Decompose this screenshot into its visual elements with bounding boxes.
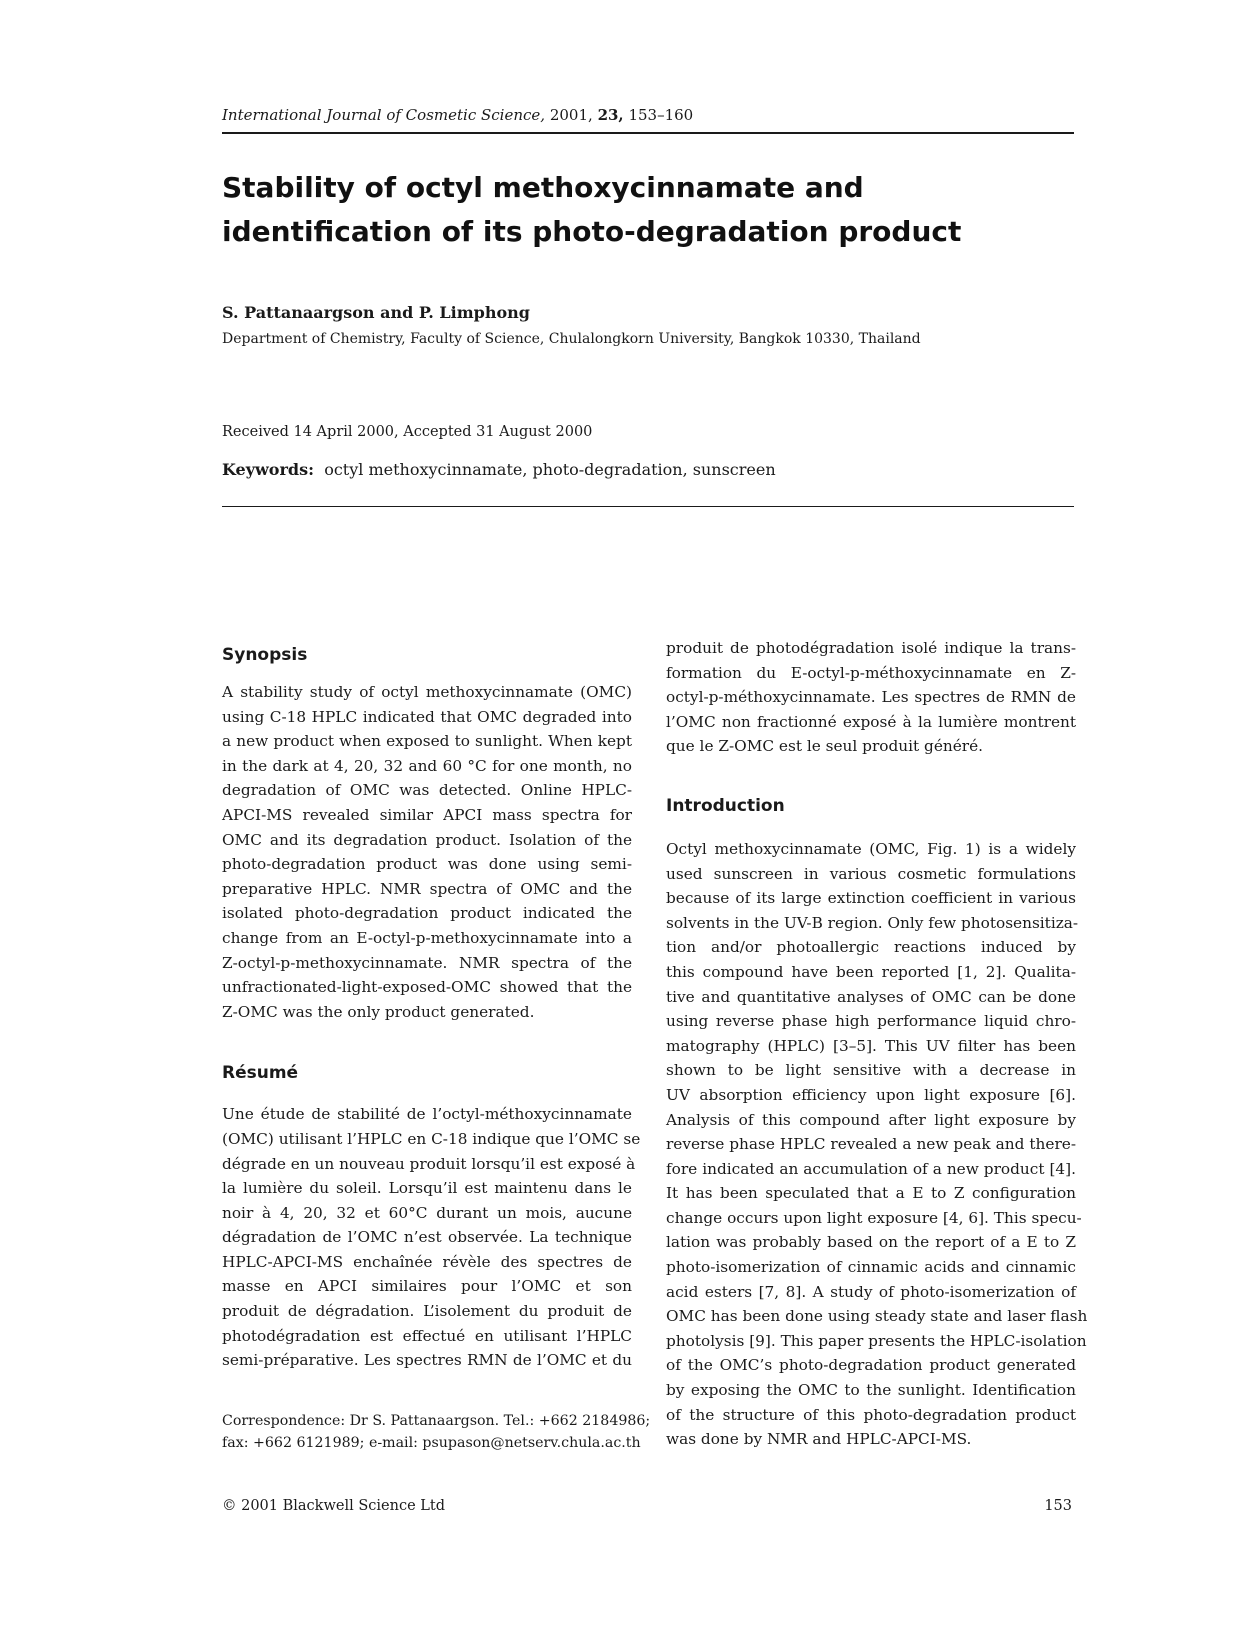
text-line: HPLC-APCI-MS enchaînée révèle des spectres de bbox=[222, 1252, 632, 1271]
text-line: unfractionated-light-exposed-OMC showed that the bbox=[222, 978, 632, 997]
text-line: UV absorption efficiency upon light exposure [6]. bbox=[666, 1085, 1076, 1104]
text-line: lation was probably based on the report of a E to Z bbox=[666, 1233, 1076, 1252]
synopsis-text bbox=[222, 680, 632, 1024]
text-line: It has been speculated that a E to Z configuration bbox=[666, 1184, 1076, 1203]
text-line: OMC has been done using steady state and laser flash bbox=[666, 1307, 1088, 1326]
text-line: tive and quantitative analyses of OMC can be done bbox=[666, 987, 1076, 1006]
text-line: using C-18 HPLC indicated that OMC degraded into bbox=[222, 707, 632, 726]
journal-pages: 153–160 bbox=[628, 106, 694, 124]
text-line: OMC and its degradation product. Isolation of the bbox=[222, 830, 632, 849]
text-line: change from an E-octyl-p-methoxycinnamate into a bbox=[222, 928, 632, 947]
text-line: (OMC) utilisant l’HPLC en C-18 indique que l’OMC se bbox=[222, 1129, 641, 1148]
text-line: produit de dégradation. L’isolement du produit de bbox=[222, 1302, 632, 1321]
text-line: by exposing the OMC to the sunlight. Identification bbox=[666, 1381, 1076, 1400]
introduction-text bbox=[666, 837, 1088, 1452]
text-line: photo-degradation product was done using semi- bbox=[222, 855, 632, 874]
text-line: Z-octyl-p-methoxycinnamate. NMR spectra of the bbox=[222, 953, 632, 972]
text-line: fore indicated an accumulation of a new product [4]. bbox=[666, 1159, 1076, 1178]
keywords-label: Keywords: bbox=[222, 460, 315, 479]
correspondence bbox=[222, 1410, 651, 1454]
title-line-1: Stability of octyl methoxycinnamate and bbox=[222, 171, 864, 204]
text-line: this compound have been reported [1, 2]. Qualita- bbox=[666, 962, 1076, 981]
text-line: l’OMC non fractionné exposé à la lumière montrent bbox=[666, 712, 1076, 731]
received-dates: Received 14 April 2000, Accepted 31 August 2000 bbox=[222, 424, 593, 440]
left-column bbox=[222, 640, 641, 1373]
page-number: 153 bbox=[1044, 1498, 1072, 1514]
text-line: que le Z-OMC est le seul produit généré. bbox=[666, 737, 983, 756]
synopsis-heading: Synopsis bbox=[222, 645, 308, 665]
text-line: photodégradation est effectué en utilisant l’HPLC bbox=[222, 1326, 632, 1345]
title-line-2: identification of its photo-degradation product bbox=[222, 215, 962, 248]
authors: S. Pattanaargson and P. Limphong bbox=[222, 303, 530, 322]
resume-text bbox=[222, 1102, 641, 1373]
journal-name: International Journal of Cosmetic Science, bbox=[222, 106, 546, 124]
text-line: shown to be light sensitive with a decrease in bbox=[666, 1061, 1076, 1080]
introduction-heading: Introduction bbox=[666, 795, 785, 816]
text-line: because of its large extinction coefficient in various bbox=[666, 889, 1076, 908]
text-line: reverse phase HPLC revealed a new peak and there- bbox=[666, 1135, 1076, 1154]
text-line: of the structure of this photo-degradation product bbox=[666, 1405, 1076, 1424]
text-line: solvents in the UV-B region. Only few photosensitiza- bbox=[666, 913, 1079, 932]
text-line: tion and/or photoallergic reactions induced by bbox=[666, 938, 1076, 957]
text-line: formation du E-octyl-p-méthoxycinnamate en Z- bbox=[666, 663, 1076, 682]
text-line: Z-OMC was the only product generated. bbox=[222, 1002, 535, 1021]
text-line: a new product when exposed to sunlight. When kept bbox=[222, 732, 632, 751]
journal-header bbox=[222, 106, 693, 124]
text-line: semi-préparative. Les spectres RMN de l’OMC et du bbox=[222, 1351, 632, 1370]
text-line: was done by NMR and HPLC-APCI-MS. bbox=[666, 1430, 972, 1449]
text-line: of the OMC’s photo-degradation product generated bbox=[666, 1356, 1076, 1375]
text-line: matography (HPLC) [3–5]. This UV filter has been bbox=[666, 1036, 1076, 1055]
text-line: preparative HPLC. NMR spectra of OMC and the bbox=[222, 879, 632, 898]
keywords-value: octyl methoxycinnamate, photo-degradation, sunscreen bbox=[324, 460, 776, 479]
text-line: masse en APCI similaires pour l’OMC et son bbox=[222, 1277, 632, 1296]
keywords bbox=[222, 460, 776, 479]
text-line: produit de photodégradation isolé indique la trans- bbox=[666, 639, 1076, 657]
text-line: Une étude de stabilité de l’octyl-méthoxycinnamate bbox=[222, 1105, 632, 1124]
text-line: APCI-MS revealed similar APCI mass spectra for bbox=[222, 805, 632, 824]
right-column bbox=[666, 636, 1088, 1452]
header-rule bbox=[222, 132, 1074, 134]
text-line: dégrade en un nouveau produit lorsqu’il est exposé à bbox=[222, 1154, 636, 1173]
resume-continued-text bbox=[666, 636, 1076, 759]
article-title bbox=[222, 166, 1062, 254]
text-line: Analysis of this compound after light exposure by bbox=[666, 1110, 1076, 1129]
text-line: change occurs upon light exposure [4, 6]. This specu- bbox=[666, 1208, 1082, 1227]
text-line: used sunscreen in various cosmetic formulations bbox=[666, 864, 1076, 883]
journal-year: 2001, bbox=[549, 106, 593, 124]
affiliation: Department of Chemistry, Faculty of Science, Chulalongkorn University, Bangkok 10330, Thailand bbox=[222, 331, 921, 347]
text-line: in the dark at 4, 20, 32 and 60 °C for one month, no bbox=[222, 756, 632, 775]
text-line: photo-isomerization of cinnamic acids and cinnamic bbox=[666, 1258, 1076, 1277]
text-line: la lumière du soleil. Lorsqu’il est maintenu dans le bbox=[222, 1179, 632, 1198]
text-line: acid esters [7, 8]. A study of photo-isomerization of bbox=[666, 1282, 1076, 1301]
resume-heading: Résumé bbox=[222, 1063, 299, 1084]
text-line: A stability study of octyl methoxycinnamate (OMC) bbox=[222, 683, 632, 701]
text-line: noir à 4, 20, 32 et 60°C durant un mois, aucune bbox=[222, 1203, 632, 1222]
keywords-rule bbox=[222, 506, 1074, 507]
correspondence-line-2: fax: +662 6121989; e-mail: psupason@netserv.chula.ac.th bbox=[222, 1435, 641, 1451]
text-line: photolysis [9]. This paper presents the HPLC-isolation bbox=[666, 1331, 1087, 1350]
text-line: dégradation de l’OMC n’est observée. La technique bbox=[222, 1228, 632, 1247]
copyright: © 2001 Blackwell Science Ltd bbox=[222, 1498, 446, 1514]
correspondence-line-1: Correspondence: Dr S. Pattanaargson. Tel.: +662 2184986; bbox=[222, 1413, 651, 1429]
journal-volume: 23, bbox=[597, 106, 624, 124]
text-line: using reverse phase high performance liquid chro- bbox=[666, 1012, 1076, 1031]
text-line: Octyl methoxycinnamate (OMC, Fig. 1) is a widely bbox=[666, 839, 1076, 858]
text-line: isolated photo-degradation product indicated the bbox=[222, 904, 632, 923]
text-line: degradation of OMC was detected. Online HPLC- bbox=[222, 781, 632, 800]
text-line: octyl-p-méthoxycinnamate. Les spectres de RMN de bbox=[666, 688, 1076, 707]
